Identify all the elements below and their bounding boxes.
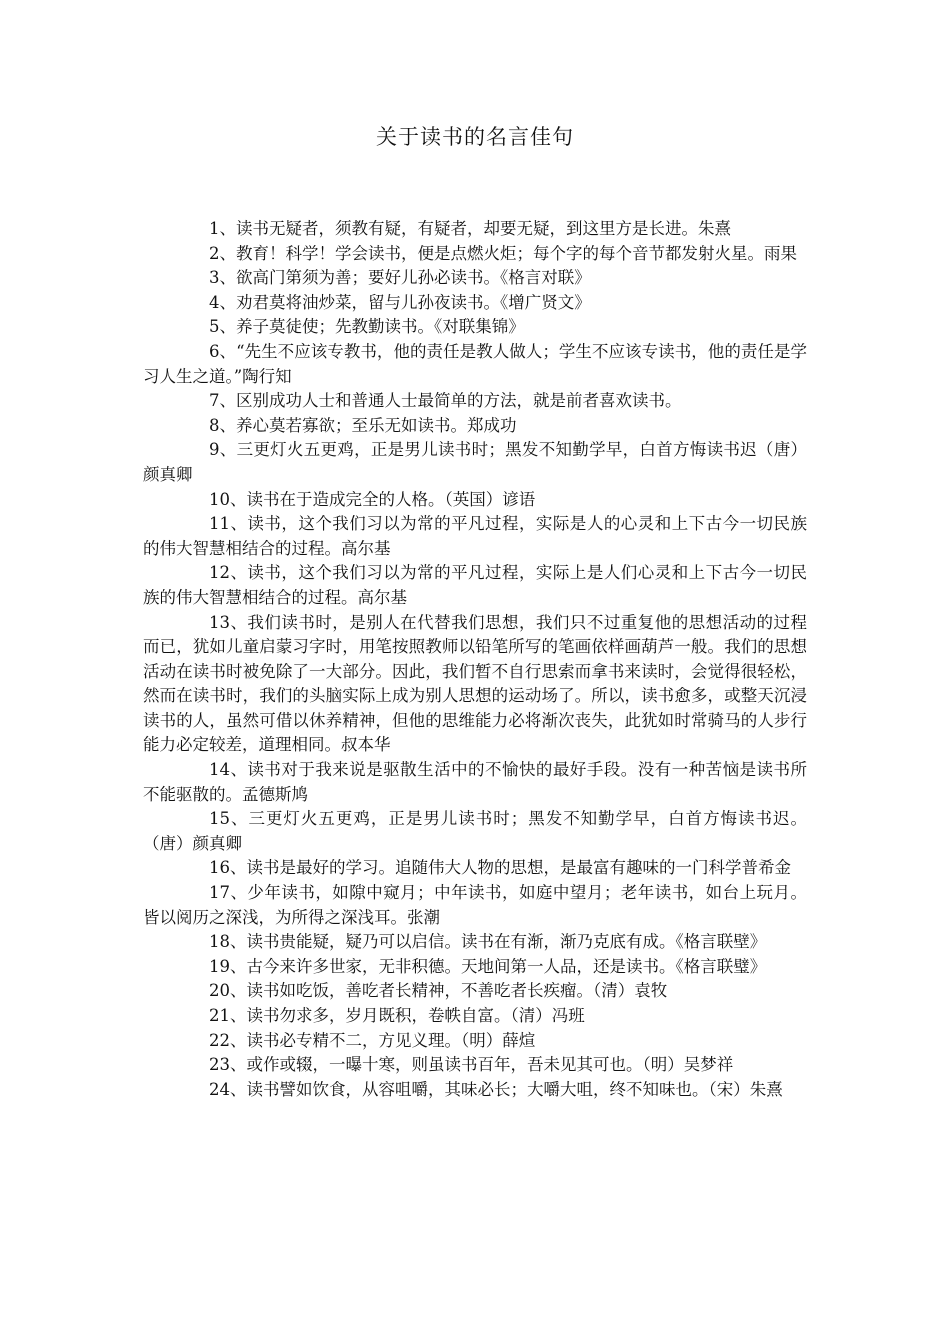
quote-item: 11、读书，这个我们习以为常的平凡过程，实际是人的心灵和上下古今一切民族的伟大智慧相结合的过程。高尔基: [143, 514, 807, 558]
quote-item: 2、教育！科学！学会读书，便是点燃火炬；每个字的每个音节都发射火星。雨果: [209, 243, 797, 263]
quote-item: 8、养心莫若寡欲；至乐无如读书。郑成功: [209, 415, 517, 435]
quote-item: 9、三更灯火五更鸡，正是男儿读书时；黑发不知勤学早，白首方悔读书迟（唐）颜真卿: [143, 440, 807, 484]
quote-item: 21、读书勿求多，岁月既积，卷帙自富。（清）冯班: [209, 1006, 585, 1025]
quote-item: 6、“先生不应该专教书，他的责任是教人做人；学生不应该专读书，他的责任是学习人生之道。”陶行知: [143, 341, 807, 386]
quote-item: 4、劝君莫将油炒菜，留与儿孙夜读书。《增广贤文》: [209, 292, 591, 312]
quote-item: 18、读书贵能疑，疑乃可以启信。读书在有渐，渐乃克底有成。《格言联壁》: [209, 932, 767, 952]
quote-item: 5、养子莫徒使；先教勤读书。《对联集锦》: [209, 317, 525, 337]
quote-item: 10、读书在于造成完全的人格。（英国）谚语: [209, 489, 536, 509]
quote-item: 16、读书是最好的学习。追随伟大人物的思想，是最富有趣味的一门科学普希金: [209, 858, 791, 878]
quote-item: 7、区别成功人士和普通人士最简单的方法，就是前者喜欢读书。: [209, 391, 682, 411]
quote-item: 20、读书如吃饭，善吃者长精神，不善吃者长疾瘤。（清）袁牧: [209, 981, 668, 1001]
page-title: 关于读书的名言佳句: [376, 125, 574, 149]
quote-item: 1、读书无疑者，须教有疑，有疑者，却要无疑，到这里方是长进。朱熹: [209, 219, 731, 238]
quote-item: 22、读书必专精不二，方见义理。（明）薛煊: [209, 1030, 536, 1050]
quote-item: 13、我们读书时，是别人在代替我们思想，我们只不过重复他的思想活动的过程而已，犹如儿童启蒙习字时，用笔按照教师以铅笔所写的笔画依样画葫芦一般。我们的思想活动在读书时被免除了一大部分。因此，我们暂不自行思索而拿书来读时，会觉得很轻松，然而在读书时，我们的头脑实际上成为别人思想的运动场了。所以，读书愈多，或整天沉浸读书的人，虽然可借以休养精神，但他的思维能力必将渐次丧失，此犹如时常骑马的人步行能力必定较差，道理相同。叔本华: [143, 612, 807, 755]
quote-item: 19、古今来许多世家，无非积德。天地间第一人品，还是读书。《格言联璧》: [209, 956, 767, 976]
quote-list: [143, 217, 807, 1102]
quote-item: 3、欲高门第须为善；要好儿孙必读书。《格言对联》: [209, 268, 591, 288]
quote-item: 24、读书譬如饮食，从容咀嚼，其味必长；大嚼大咀，终不知味也。（宋）朱熹: [209, 1079, 783, 1099]
quote-item: 23、或作或辍，一曝十寒，则虽读书百年，吾未见其可也。（明）吴梦祥: [209, 1055, 734, 1075]
quote-item: 17、少年读书，如隙中窥月；中年读书，如庭中望月；老年读书，如台上玩月。皆以阅历之深浅，为所得之深浅耳。张潮: [143, 883, 807, 927]
quote-item: 15、三更灯火五更鸡，正是男儿读书时；黑发不知勤学早，白首方悔读书迟。（唐）颜真卿: [143, 809, 807, 853]
quote-item: 12、读书，这个我们习以为常的平凡过程，实际上是人们心灵和上下古今一切民族的伟大智慧相结合的过程。高尔基: [143, 563, 807, 607]
quote-item: 14、读书对于我来说是驱散生活中的不愉快的最好手段。没有一种苦恼是读书所不能驱散的。孟德斯鸠: [143, 760, 807, 804]
